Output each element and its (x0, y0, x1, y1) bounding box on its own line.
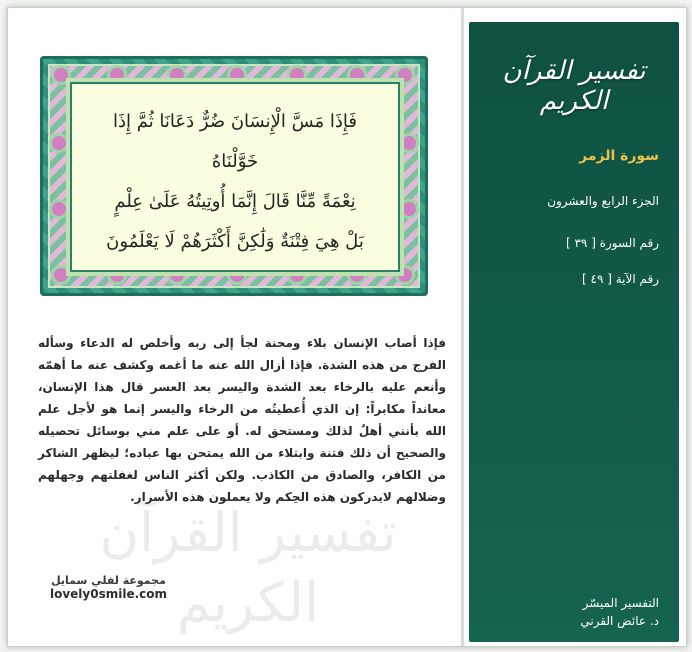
sidebar-panel (469, 22, 679, 642)
verse-line: بَلْ هِيَ فِتْنَةٌ وَلَٰكِنَّ أَكْثَرَهُمْ لَا يَعْلَمُونَ (106, 231, 364, 252)
rose-ornament-icon (230, 68, 244, 82)
ayah-number: رقم الآية [ ٤٩ ] (582, 272, 659, 286)
watermark-url: lovely0smile.com (49, 587, 168, 601)
watermark-arabic: مجموعة لفلي سمايل (51, 574, 166, 587)
rose-ornament-icon (402, 202, 416, 216)
tafsir-source (580, 594, 659, 630)
site-watermark (36, 574, 181, 601)
sidebar (461, 8, 686, 646)
rose-ornament-icon (398, 68, 412, 82)
verse-frame (40, 56, 428, 296)
rose-ornament-icon (398, 268, 412, 282)
sidebar-divider (461, 8, 464, 646)
rose-ornament-icon (52, 202, 66, 216)
verse-box (70, 82, 400, 272)
page-card (7, 7, 687, 647)
rose-ornament-icon (350, 68, 364, 82)
juz-label: الجزء الرابع والعشرون (547, 194, 659, 208)
surah-name: سورة الزمر (579, 148, 659, 164)
brand-logo: تفسير القرآن الكريم (502, 56, 646, 116)
main-content (8, 8, 461, 646)
rose-ornament-icon (402, 136, 416, 150)
verse-line: فَإِذَا مَسَّ الْإِنسَانَ ضُرٌّ دَعَانَا ثُمَّ إِذَا خَوَّلْنَاهُ (112, 111, 358, 172)
rose-ornament-icon (54, 268, 68, 282)
surah-number: رقم السورة [ ٣٩ ] (565, 236, 659, 250)
background-calligraphy: تفسير القرآن الكريم (99, 501, 397, 634)
rose-ornament-icon (54, 68, 68, 82)
source-author: د. عائض القرني (580, 614, 659, 628)
quran-verse (90, 102, 380, 262)
rose-ornament-icon (52, 136, 66, 150)
rose-ornament-icon (170, 68, 184, 82)
tafsir-text: فإذا أصاب الإنسان بلاء ومحنة لجأ إلى ربه وأخلص له الدعاء وسأله الفرج من هذه الشدة. فإذا أزال الله عنه ما أغمه وكشف عنه ما أهمّه وأنعم عليه بالرخاء بعد الشدة واليسر بعد العسر قال هذا الإنسان، معانداً مكابراً: إن الذي أُعطيتُه من الرخاء واليسر إنما هو لأجل علم الله بأنني أهلٌ لذلك ومستحق له. أو على علم مني بوسائل تحصيله والصحيح أن ذلك فتنة وابتلاء من الله يمتحن بها عباده؛ ليظهر الشاكر من الكافر، والصادق من الكاذب. ولكن أكثر الناس لغفلتهم وجهلهم وضلالهم لايدركون هذه الحِكم ولا يعملون هذه الأسرار. (38, 336, 446, 504)
rose-ornament-icon (110, 68, 124, 82)
rose-ornament-icon (290, 68, 304, 82)
verse-line: نِعْمَةً مِّنَّا قَالَ إِنَّمَا أُوتِيتُهُ عَلَىٰ عِلْمٍ (114, 191, 356, 212)
source-title: التفسير الميسّر (582, 596, 659, 610)
